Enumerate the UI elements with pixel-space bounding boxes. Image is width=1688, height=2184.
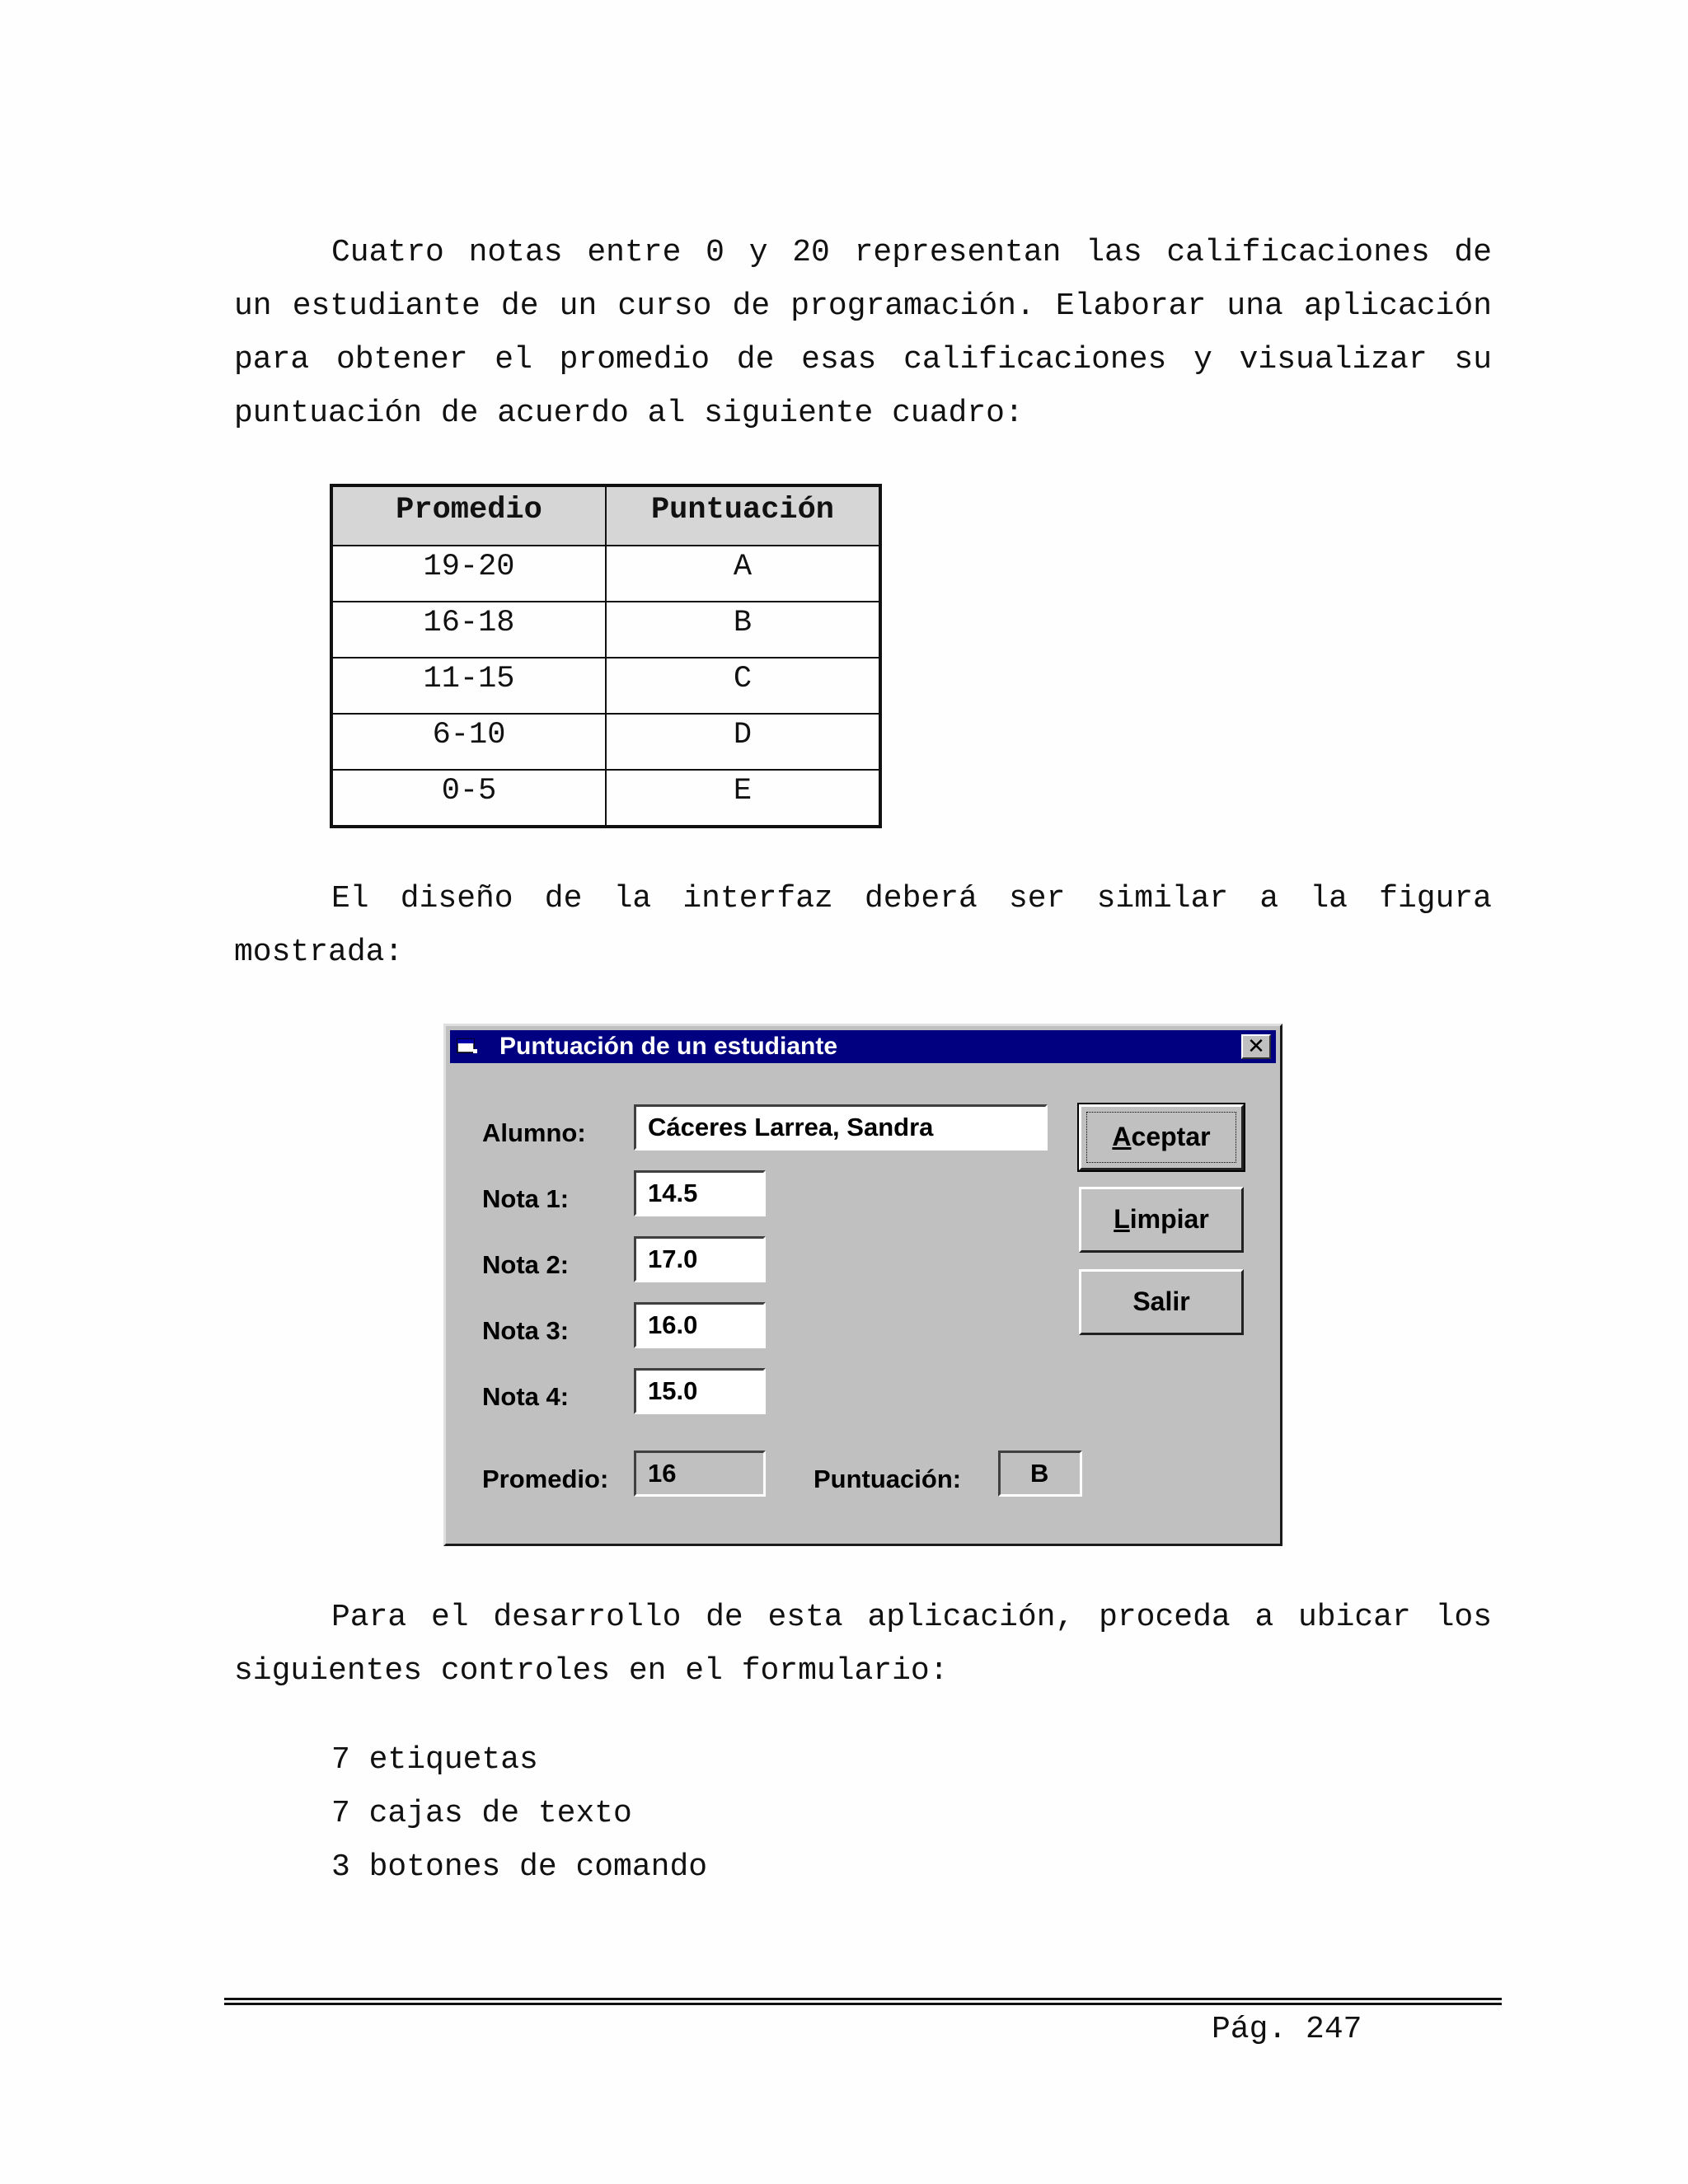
grade-cell: E xyxy=(606,770,880,827)
grade-cell: A xyxy=(606,546,880,602)
window-title: Puntuación de un estudiante xyxy=(499,1033,838,1060)
controls-intro-paragraph: Para el desarrollo de esta aplicación, proceda a ubicar los siguientes controles en el formulario: xyxy=(234,1600,1492,1689)
limpiar-accesskey: L xyxy=(1114,1204,1130,1234)
intro-paragraph: Cuatro notas entre 0 y 20 representan las calificaciones de un estudiante de un curso de programación. Elaborar una aplicación para obtener el promedio de esas calificaciones y visualizar su puntuación de acuerdo al siguiente cuadro: xyxy=(234,235,1492,431)
nota3-textbox[interactable]: 16.0 xyxy=(634,1302,766,1348)
grade-cell: B xyxy=(606,602,880,658)
puntuacion-textbox[interactable]: B xyxy=(998,1451,1082,1497)
promedio-textbox[interactable]: 16 xyxy=(634,1451,766,1497)
alumno-label: Alumno: xyxy=(482,1118,586,1147)
nota1-label: Nota 1: xyxy=(482,1184,570,1213)
grade-cell: C xyxy=(606,658,880,714)
aceptar-button[interactable] xyxy=(1079,1104,1244,1170)
range-cell: 6-10 xyxy=(331,714,606,770)
nota4-label: Nota 4: xyxy=(482,1382,570,1411)
list-item: 7 etiquetas xyxy=(331,1742,538,1778)
list-item: 3 botones de comando xyxy=(331,1849,708,1885)
table-header-row xyxy=(331,485,880,546)
range-cell: 0-5 xyxy=(331,770,606,827)
footer-rule xyxy=(224,1998,1502,2005)
table-row xyxy=(331,658,880,714)
nota3-label: Nota 3: xyxy=(482,1316,570,1345)
header-promedio: Promedio xyxy=(331,485,606,546)
table-row xyxy=(331,602,880,658)
nota2-textbox[interactable]: 17.0 xyxy=(634,1236,766,1282)
app-icon xyxy=(457,1037,478,1057)
student-score-window xyxy=(443,1024,1282,1546)
nota2-label: Nota 2: xyxy=(482,1250,570,1279)
range-cell: 19-20 xyxy=(331,546,606,602)
window-titlebar[interactable] xyxy=(450,1030,1276,1063)
limpiar-label: impiar xyxy=(1129,1204,1209,1234)
nota4-textbox[interactable]: 15.0 xyxy=(634,1368,766,1414)
aceptar-accesskey: A xyxy=(1112,1122,1132,1151)
limpiar-button[interactable] xyxy=(1079,1187,1244,1253)
range-cell: 11-15 xyxy=(331,658,606,714)
promedio-label: Promedio: xyxy=(482,1465,609,1493)
page-number: Pág. 247 xyxy=(1212,2012,1362,2047)
table-row xyxy=(331,714,880,770)
nota1-textbox[interactable]: 14.5 xyxy=(634,1170,766,1216)
grade-cell: D xyxy=(606,714,880,770)
close-icon[interactable]: ✕ xyxy=(1241,1034,1271,1059)
alumno-textbox[interactable]: Cáceres Larrea, Sandra xyxy=(634,1104,1048,1151)
range-cell: 16-18 xyxy=(331,602,606,658)
salir-button[interactable]: Salir xyxy=(1079,1269,1244,1335)
focus-rect xyxy=(1086,1112,1236,1163)
table-row xyxy=(331,546,880,602)
header-puntuacion: Puntuación xyxy=(606,485,880,546)
grade-table xyxy=(330,484,882,828)
table-row xyxy=(331,770,880,827)
design-note-paragraph: El diseño de la interfaz deberá ser similar a la figura mostrada: xyxy=(234,881,1492,970)
aceptar-label: ceptar xyxy=(1131,1122,1211,1151)
list-item: 7 cajas de texto xyxy=(331,1796,632,1831)
puntuacion-label: Puntuación: xyxy=(814,1465,962,1493)
